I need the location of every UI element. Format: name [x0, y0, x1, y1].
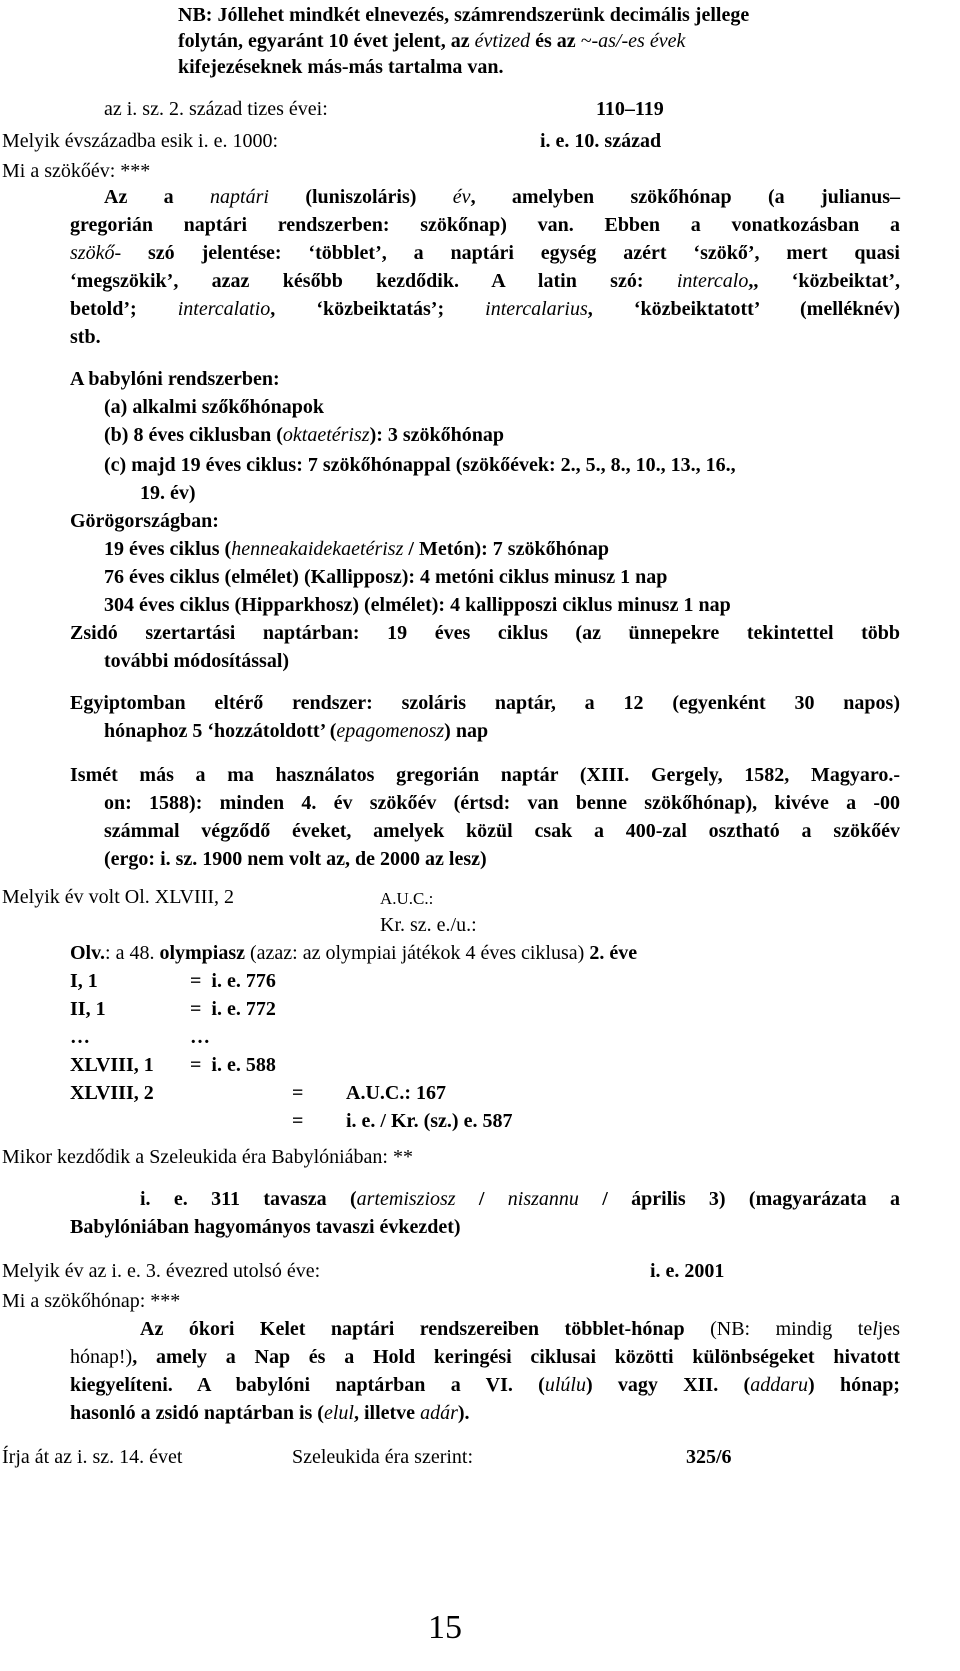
question-convert-era: Szeleukida éra szerint: — [292, 1446, 474, 1468]
olympiad-row-ellipsis-value: … — [190, 1026, 210, 1048]
leap-month-line-4: hasonló a zsidó naptárban is (elul, illetve adár). — [70, 1402, 470, 1424]
egypt-line-1: Egyiptomban eltérő rendszer: szoláris naptár, a 12 (egyenként 30 napos) — [70, 692, 900, 714]
leap-year-line-1: Az a naptári (luniszoláris) év, amelyben szökőhónap (a julianus– — [104, 186, 900, 208]
olympiad-row-1-value: = i. e. 776 — [190, 970, 276, 992]
olympiad-kr-label: Kr. sz. e./u.: — [380, 914, 477, 936]
question-seleucid: Mikor kezdődik a Szeleukida éra Babylóniában: ** — [2, 1146, 413, 1168]
leap-year-line-4: ‘megszökik’, azaz később kezdődik. A latin szó: intercalo,, ‘közbeiktat’, — [70, 270, 901, 292]
greece-heading: Görögországban: — [70, 510, 219, 532]
babylon-item-c-cont: 19. év) — [140, 482, 196, 504]
olympiad-row-ellipsis: … — [70, 1026, 90, 1048]
leap-month-line-2: hónap!), amely a Nap és a Hold keringési ciklusai közötti különbségeket hivatott — [70, 1346, 900, 1368]
babylon-item-c: (c) majd 19 éves ciklus: 7 szökőhónappal (szökőévek: 2., 5., 8., 10., 13., 16., — [104, 454, 736, 476]
olympiad-row-1: I, 1 — [70, 970, 98, 992]
olympiad-row-6-value: i. e. / Kr. (sz.) e. 587 — [346, 1110, 513, 1132]
olympiad-row-2: II, 1 — [70, 998, 106, 1020]
greece-line-3: 304 éves ciklus (Hipparkhosz) (elmélet): 4 kallipposzi ciklus minusz 1 nap — [104, 594, 731, 616]
page-number: 15 — [428, 1609, 462, 1646]
answer-century: i. e. 10. század — [540, 130, 662, 152]
nb-line-1: NB: Jóllehet mindkét elnevezés, számrendszerünk decimális jellege — [178, 4, 750, 26]
olympiad-definition: Olv.: a 48. olympiasz (azaz: az olympiai játékok 4 éves ciklusa) 2. éve — [70, 942, 638, 964]
nb-line-3: kifejezéseknek más-más tartalma van. — [178, 56, 504, 78]
leap-year-line-2: gregorián naptári rendszerben: szökőnap) van. Ebben a vonatkozásban a — [70, 214, 900, 236]
babylon-item-a: (a) alkalmi szőkőhónapok — [104, 396, 325, 418]
babylon-heading: A babylóni rendszerben: — [70, 368, 280, 390]
jewish-line-2: további módosítással) — [104, 650, 290, 672]
olympiad-row-2-value: = i. e. 772 — [190, 998, 276, 1020]
olympiad-row-6-eq: = — [292, 1110, 304, 1132]
greece-line-1: 19 éves ciklus (henneakaidekaetérisz / Metón): 7 szökőhónap — [104, 538, 609, 560]
seleucid-answer-line-2: Babylóniában hagyományos tavaszi évkezdet) — [70, 1216, 461, 1238]
question-century: Melyik évszázadba esik i. e. 1000: — [2, 130, 279, 152]
question-century-decade: az i. sz. 2. század tizes évei: — [104, 98, 328, 120]
leap-month-line-3: kiegyelíteni. A babylóni naptárban a VI. (ulúlu) vagy XII. (addaru) hónap; — [70, 1374, 900, 1396]
question-olympiad: Melyik év volt Ol. XLVIII, 2 — [2, 886, 235, 908]
question-leap-month: Mi a szökőhónap: *** — [2, 1290, 181, 1312]
leap-year-line-5: betold’; intercalatio, ‘közbeiktatás’; intercalarius, ‘közbeiktatott’ (melléknév) — [70, 298, 900, 320]
leap-month-line-1: Az ókori Kelet naptári rendszereiben többlet-hónap (NB: mindig teljes — [140, 1318, 900, 1340]
nb-line-2: folytán, egyaránt 10 évet jelent, az évtized és az ~-as/-es évek — [178, 30, 686, 52]
greece-line-2: 76 éves ciklus (elmélet) (Kallipposz): 4 metóni ciklus minusz 1 nap — [104, 566, 668, 588]
seleucid-answer-line-1: i. e. 311 tavasza (artemisziosz / niszannu / április 3) (magyarázata a — [140, 1188, 901, 1210]
babylon-item-b: (b) 8 éves ciklusban (oktaetérisz): 3 szökőhónap — [104, 424, 505, 446]
question-millennium: Melyik év az i. e. 3. évezred utolsó éve: — [2, 1260, 321, 1282]
olympiad-row-5-value: A.U.C.: 167 — [346, 1082, 447, 1104]
answer-convert: 325/6 — [686, 1446, 732, 1468]
leap-year-line-6: stb. — [70, 326, 101, 348]
leap-year-line-3: szökő- szó jelentése: ‘többlet’, a naptári egység azért ‘szökő’, mert quasi — [70, 242, 900, 264]
jewish-line-1: Zsidó szertartási naptárban: 19 éves ciklus (az ünnepekre tekintettel több — [70, 622, 900, 644]
gregorian-line-2: on: 1588): minden 4. év szökőév (értsd: van benne szökőhónap), kivéve a -00 — [104, 792, 900, 814]
gregorian-line-4: (ergo: i. sz. 1900 nem volt az, de 2000 az lesz) — [104, 848, 487, 870]
question-leap-year: Mi a szökőév: *** — [2, 160, 151, 182]
question-convert-year: Írja át az i. sz. 14. évet — [2, 1446, 183, 1468]
olympiad-row-4-value: = i. e. 588 — [190, 1054, 276, 1076]
olympiad-row-4: XLVIII, 1 — [70, 1054, 154, 1076]
olympiad-row-5: XLVIII, 2 — [70, 1082, 154, 1104]
olympiad-row-5-eq: = — [292, 1082, 304, 1104]
olympiad-auc-label: A.U.C.: — [380, 889, 434, 908]
gregorian-line-1: Ismét más a ma használatos gregorián naptár (XIII. Gergely, 1582, Magyaro.- — [70, 764, 900, 786]
answer-millennium: i. e. 2001 — [650, 1260, 725, 1282]
egypt-line-2: hónaphoz 5 ‘hozzátoldott’ (epagomenosz) nap — [104, 720, 489, 742]
answer-century-decade: 110–119 — [596, 98, 664, 120]
gregorian-line-3: számmal végződő éveket, amelyek közül csak a 400-zal osztható a szökőév — [104, 820, 900, 842]
